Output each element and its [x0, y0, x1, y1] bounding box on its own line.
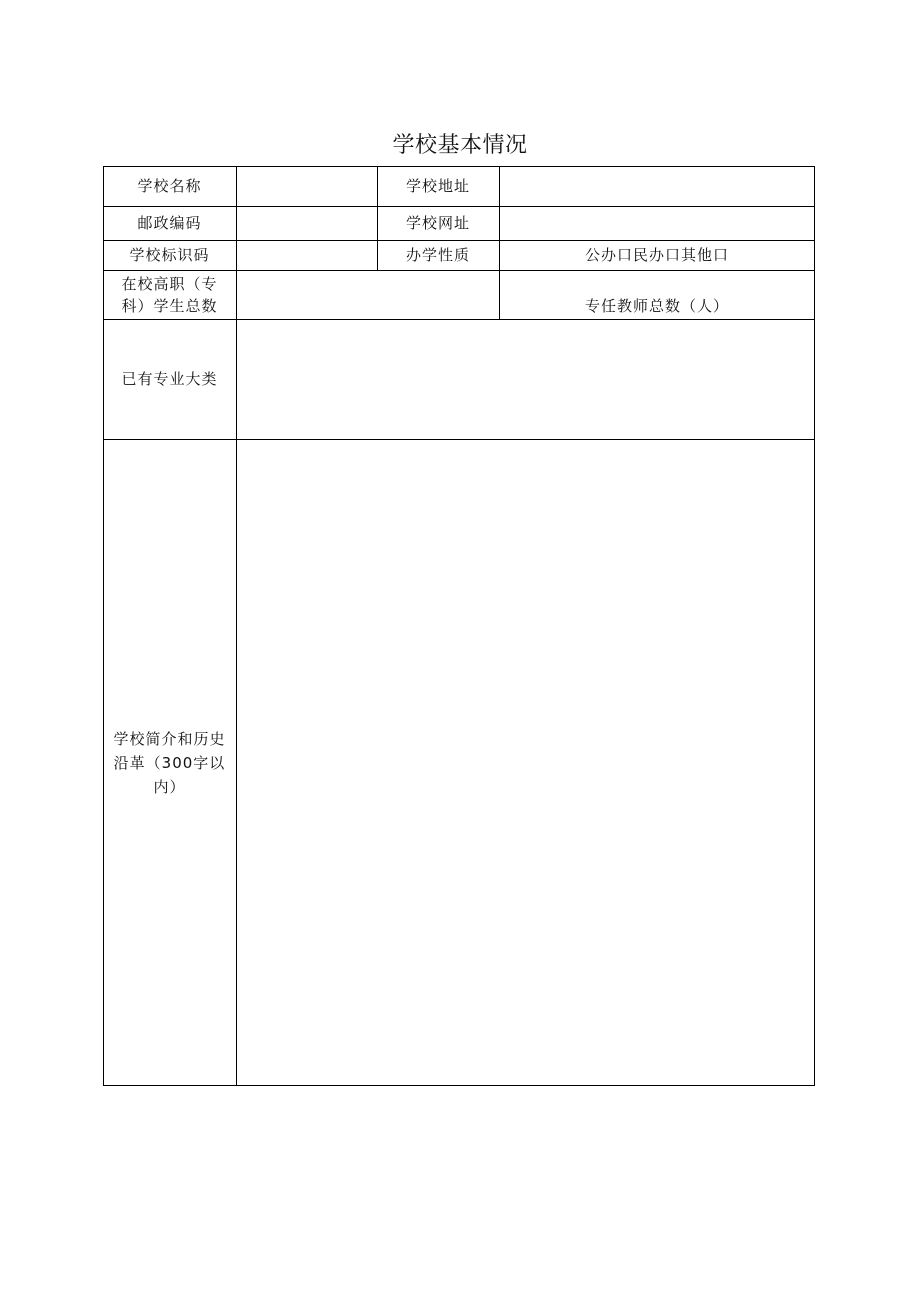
label-school-website: 学校网址 [405, 214, 470, 232]
intro-history-field[interactable] [237, 440, 814, 1085]
school-info-table [103, 166, 815, 1086]
existing-majors-field[interactable] [237, 320, 814, 439]
form-title: 学校基本情况 [392, 133, 528, 158]
school-address-field[interactable] [500, 167, 814, 206]
label-student-total: 在校高职（专科）学生总数 [121, 274, 218, 315]
school-website-field[interactable] [500, 207, 814, 240]
label-intro-history: 学校简介和历史沿革（300字以内） [113, 729, 226, 796]
label-existing-majors: 已有专业大类 [121, 370, 218, 388]
label-school-id-code: 学校标识码 [129, 246, 210, 264]
school-name-field[interactable] [237, 167, 377, 206]
student-total-field[interactable] [237, 271, 499, 319]
school-id-code-field[interactable] [237, 241, 377, 270]
label-fulltime-teachers: 专任教师总数（人） [584, 297, 729, 315]
label-school-address: 学校地址 [405, 177, 470, 195]
label-school-nature: 办学性质 [405, 246, 470, 264]
school-nature-options[interactable]: 公办口民办口其他口 [584, 246, 729, 264]
label-postal-code: 邮政编码 [137, 214, 202, 232]
label-school-name: 学校名称 [137, 177, 202, 195]
postal-code-field[interactable] [237, 207, 377, 240]
